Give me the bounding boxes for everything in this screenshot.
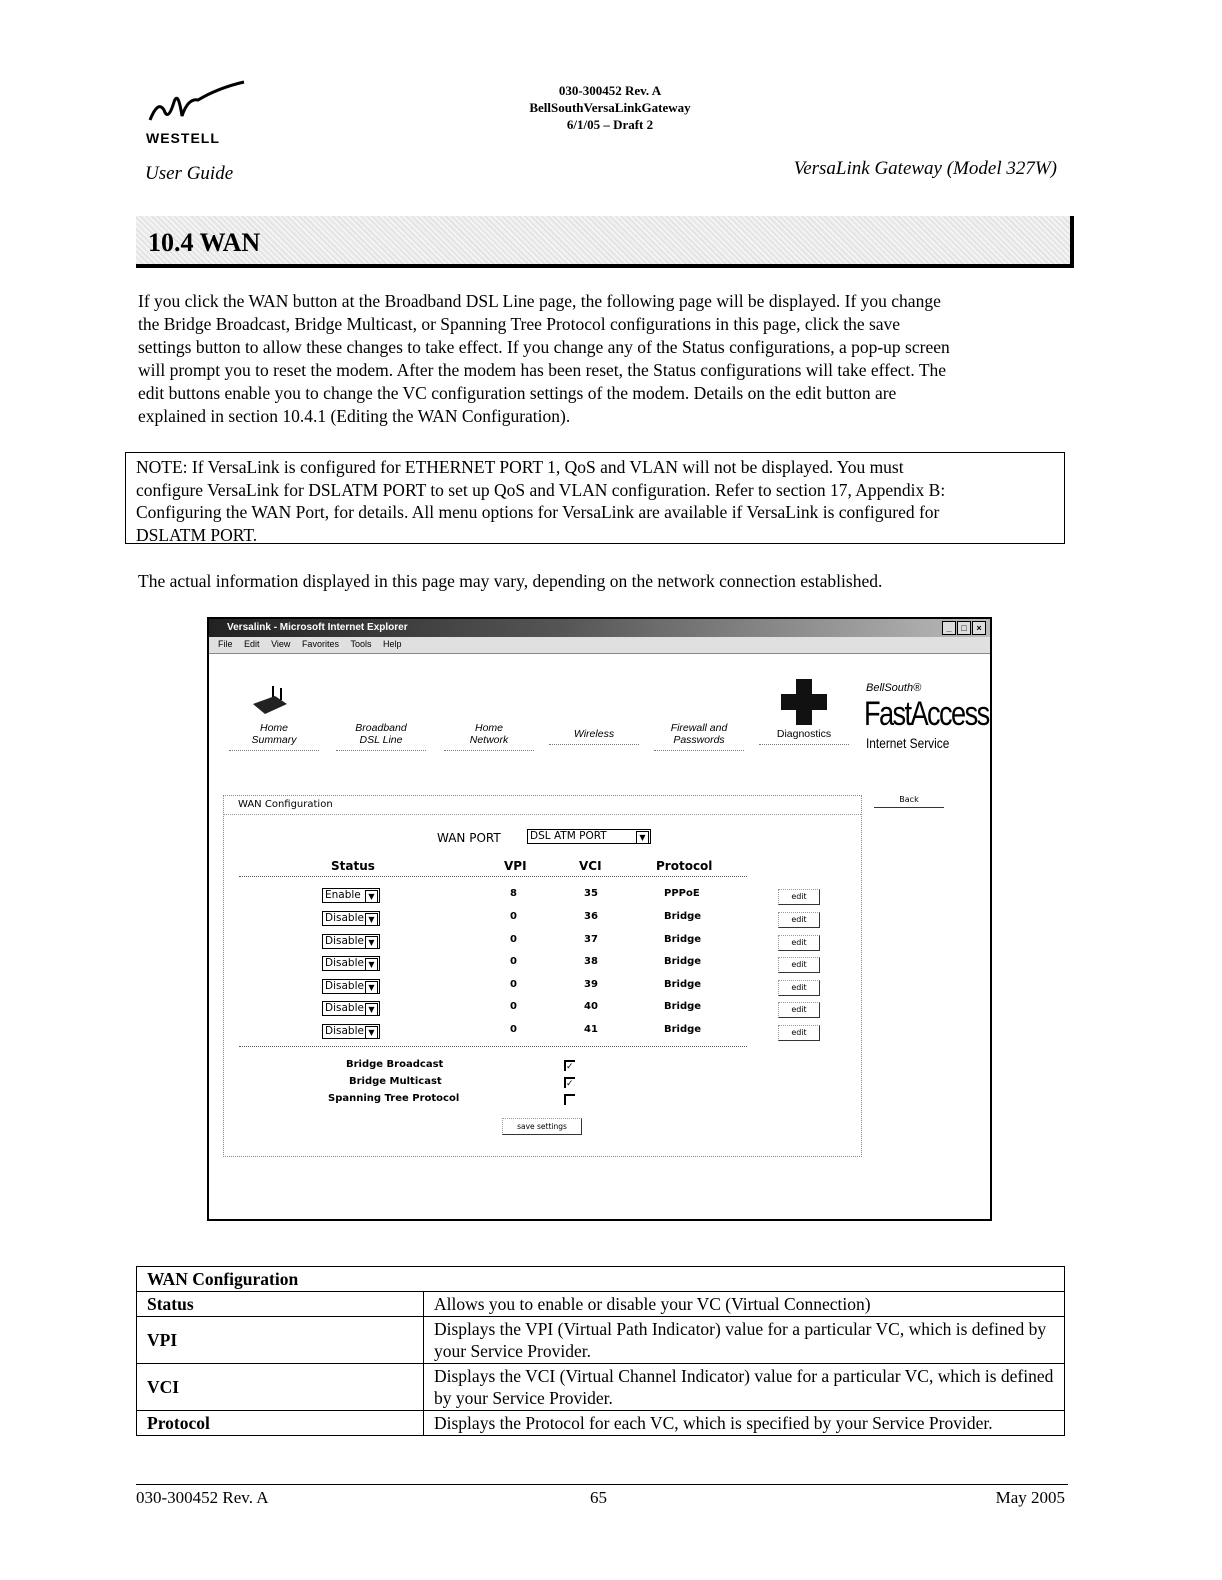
desc-cell: Displays the Protocol for each VC, which is specified by your Service Provider. bbox=[424, 1411, 1065, 1436]
protocol-value: Bridge bbox=[664, 911, 702, 922]
nav-home-summary[interactable]: Home Summary bbox=[229, 722, 319, 751]
option-label: Bridge Broadcast bbox=[346, 1059, 444, 1070]
vpi-value: 0 bbox=[510, 956, 517, 967]
vci-value: 38 bbox=[584, 956, 598, 967]
chevron-down-icon: ▼ bbox=[365, 1026, 378, 1039]
menu-file[interactable]: File bbox=[218, 639, 233, 649]
close-icon[interactable]: × bbox=[972, 621, 986, 635]
protocol-value: PPPoE bbox=[664, 888, 700, 899]
logo-text: WESTELL bbox=[146, 130, 220, 146]
protocol-value: Bridge bbox=[664, 1024, 702, 1035]
chevron-down-icon: ▼ bbox=[365, 981, 378, 994]
nav-broadband-dsl-line[interactable]: Broadband DSL Line bbox=[336, 722, 426, 751]
menu-view[interactable]: View bbox=[271, 639, 291, 649]
desc-cell: Displays the VCI (Virtual Channel Indicator) value for a particular VC, which is defined by your Service Provider. bbox=[424, 1364, 1065, 1411]
menu-tools[interactable]: Tools bbox=[350, 639, 372, 649]
vpi-value: 0 bbox=[510, 1024, 517, 1035]
westell-logo-icon bbox=[148, 80, 248, 130]
nav-wireless[interactable]: Wireless bbox=[549, 722, 639, 745]
nav-home-network[interactable]: Home Network bbox=[444, 722, 534, 751]
intro-paragraph: If you click the WAN button at the Broadband DSL Line page, the following page will be displayed. If you change the Bridge Broadcast, Bridge Multicast, or Spanning Tree Protocol configurations in this page, click the save settings button to allow these changes to take effect. If you change any of the Status configurations, a pop-up screen will prompt you to reset the modem. After the modem has been reset, the Status configurations will take effect. The edit buttons enable you to change the VC configuration settings of the modem. Details on the edit button are explained in section 10.4.1 (Editing the WAN Configuration). bbox=[138, 291, 950, 426]
vci-value: 35 bbox=[584, 888, 598, 899]
vpi-value: 0 bbox=[510, 911, 517, 922]
status-select[interactable]: Enable ▼ bbox=[322, 888, 380, 903]
wan-port-select[interactable]: DSL ATM PORT ▼ bbox=[527, 829, 651, 844]
brand-bellsouth: BellSouth® bbox=[866, 682, 922, 694]
table-row bbox=[137, 1411, 1065, 1436]
col-vpi: VPI bbox=[504, 859, 527, 873]
edit-button[interactable]: edit bbox=[778, 957, 820, 973]
edit-button[interactable]: edit bbox=[778, 889, 820, 905]
chevron-down-icon: ▼ bbox=[365, 1003, 378, 1016]
info-line: The actual information displayed in this page may vary, depending on the network connection established. bbox=[138, 571, 883, 591]
option-label: Spanning Tree Protocol bbox=[328, 1093, 460, 1104]
vpi-value: 0 bbox=[510, 979, 517, 990]
status-select[interactable]: Disable ▼ bbox=[322, 1001, 380, 1016]
protocol-value: Bridge bbox=[664, 979, 702, 990]
table-row bbox=[137, 1292, 1065, 1317]
vci-value: 39 bbox=[584, 979, 598, 990]
desc-cell: Allows you to enable or disable your VC (Virtual Connection) bbox=[424, 1292, 1065, 1317]
definition-table bbox=[136, 1266, 1065, 1436]
menu-favorites[interactable]: Favorites bbox=[301, 639, 339, 649]
browser-screenshot bbox=[207, 617, 992, 1221]
status-select[interactable]: Disable ▼ bbox=[322, 1024, 380, 1039]
edit-button[interactable]: edit bbox=[778, 935, 820, 951]
minimize-icon[interactable]: _ bbox=[942, 621, 956, 635]
document-id: 030-300452 Rev. A BellSouthVersaLinkGateway 6/1/05 – Draft 2 bbox=[529, 83, 691, 132]
edit-button[interactable]: edit bbox=[778, 912, 820, 928]
option-label: Bridge Multicast bbox=[349, 1076, 442, 1087]
vci-value: 36 bbox=[584, 911, 598, 922]
term-cell: VCI bbox=[137, 1364, 424, 1411]
spanning-tree-checkbox[interactable] bbox=[564, 1094, 575, 1105]
vpi-value: 8 bbox=[510, 888, 517, 899]
bridge-broadcast-checkbox[interactable]: ✓ bbox=[566, 1061, 574, 1071]
save-settings-button[interactable]: save settings bbox=[502, 1118, 582, 1135]
nav-diagnostics[interactable]: Diagnostics bbox=[759, 722, 849, 745]
router-icon bbox=[249, 684, 289, 719]
desc-cell: Displays the VPI (Virtual Path Indicator) value for a particular VC, which is defined by your Service Provider. bbox=[424, 1317, 1065, 1364]
chevron-down-icon: ▼ bbox=[365, 913, 378, 926]
window-titlebar bbox=[209, 619, 990, 637]
term-cell: Status bbox=[137, 1292, 424, 1317]
back-button[interactable]: Back bbox=[874, 795, 944, 808]
menu-bar bbox=[209, 637, 990, 654]
section-title: 10.4 WAN bbox=[148, 228, 261, 257]
col-vci: VCI bbox=[579, 859, 602, 873]
menu-help[interactable]: Help bbox=[383, 639, 402, 649]
nav-firewall-passwords[interactable]: Firewall and Passwords bbox=[654, 722, 744, 751]
protocol-value: Bridge bbox=[664, 956, 702, 967]
chevron-down-icon: ▼ bbox=[365, 890, 378, 903]
col-status: Status bbox=[331, 859, 375, 873]
status-select[interactable]: Disable ▼ bbox=[322, 934, 380, 949]
edit-button[interactable]: edit bbox=[778, 1002, 820, 1018]
diagnostics-cross-icon bbox=[779, 679, 829, 725]
vci-value: 37 bbox=[584, 934, 598, 945]
vci-value: 41 bbox=[584, 1024, 598, 1035]
page-number: 65 bbox=[590, 1488, 607, 1507]
edit-button[interactable]: edit bbox=[778, 1025, 820, 1041]
footer-date: May 2005 bbox=[995, 1488, 1065, 1507]
brand-fastaccess: FastAccess bbox=[864, 695, 989, 733]
window-title: Versalink - Microsoft Internet Explorer bbox=[227, 622, 408, 633]
protocol-value: Bridge bbox=[664, 934, 702, 945]
chevron-down-icon: ▼ bbox=[365, 936, 378, 949]
status-select[interactable]: Disable ▼ bbox=[322, 911, 380, 926]
col-protocol: Protocol bbox=[656, 859, 713, 873]
wan-port-label: WAN PORT bbox=[437, 831, 501, 845]
footer-doc-id: 030-300452 Rev. A bbox=[136, 1488, 269, 1507]
vci-value: 40 bbox=[584, 1001, 598, 1012]
wan-configuration-panel bbox=[223, 795, 862, 1157]
bridge-multicast-checkbox[interactable]: ✓ bbox=[566, 1078, 574, 1088]
term-cell: VPI bbox=[137, 1317, 424, 1364]
chevron-down-icon: ▼ bbox=[636, 831, 649, 844]
table-row bbox=[137, 1317, 1065, 1364]
term-cell: Protocol bbox=[137, 1411, 424, 1436]
section-heading-bar bbox=[136, 216, 1074, 268]
brand-internet-service: Internet Service bbox=[866, 735, 950, 751]
status-select[interactable]: Disable ▼ bbox=[322, 956, 380, 971]
note-box: NOTE: If VersaLink is configured for ETHERNET PORT 1, QoS and VLAN will not be displayed. You must configure VersaLink for DSLATM PORT to set up QoS and VLAN configuration. Refer to section 17, Appendix B: Configuring the WAN Port, for details. All menu options for VersaLink are available if VersaLink is configured for DSLATM PORT. bbox=[125, 452, 1065, 544]
header-right-title: VersaLink Gateway (Model 327W) bbox=[793, 158, 1057, 179]
maximize-icon[interactable]: □ bbox=[957, 621, 971, 635]
vpi-value: 0 bbox=[510, 1001, 517, 1012]
menu-edit[interactable]: Edit bbox=[244, 639, 260, 649]
footer-divider bbox=[136, 1484, 1068, 1485]
chevron-down-icon: ▼ bbox=[365, 958, 378, 971]
vpi-value: 0 bbox=[510, 934, 517, 945]
edit-button[interactable]: edit bbox=[778, 980, 820, 996]
table-title: WAN Configuration bbox=[137, 1267, 1065, 1292]
table-row bbox=[137, 1364, 1065, 1411]
header-left-title: User Guide bbox=[145, 163, 234, 184]
status-select[interactable]: Disable ▼ bbox=[322, 979, 380, 994]
panel-title: WAN Configuration bbox=[238, 799, 333, 810]
protocol-value: Bridge bbox=[664, 1001, 702, 1012]
